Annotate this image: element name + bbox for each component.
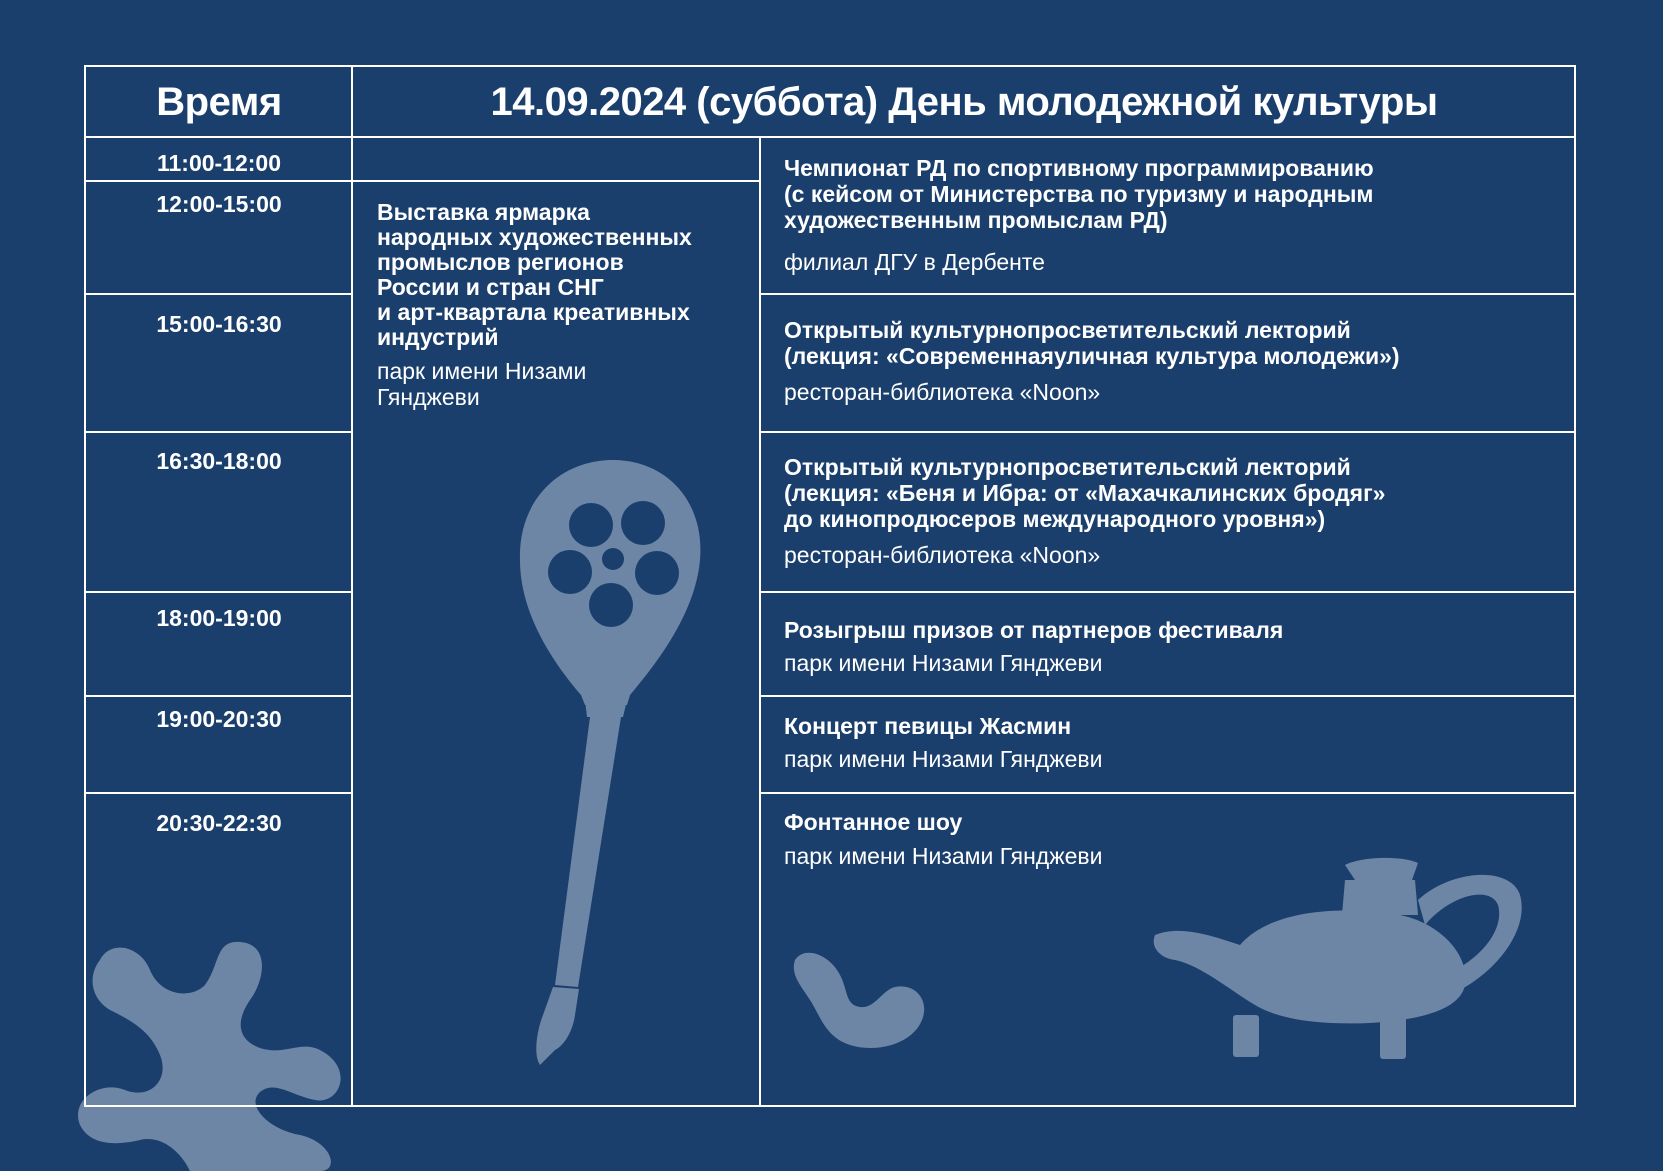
exhibition-title: Выставка ярмарка народных художественных промыслов регионов России и стран СНГ и арт-квартала креативных индустрий: [377, 199, 692, 350]
exhibition-place: парк имени Низами Гянджеви: [377, 358, 587, 410]
time-slot: 15:00-16:30: [156, 311, 282, 337]
event-title: Концерт певицы Жасмин: [784, 713, 1072, 739]
event-title: Фонтанное шоу: [784, 809, 963, 835]
event-place: парк имени Низами Гянджеви: [784, 746, 1103, 772]
event-title: Чемпионат РД по спортивному программированию (с кейсом от Министерства по туризму и народным художественным промыслам РД): [784, 155, 1374, 233]
day-title: 14.09.2024 (суббота) День молодежной культуры: [490, 80, 1438, 124]
time-slot: 16:30-18:00: [156, 448, 282, 474]
time-slot: 12:00-15:00: [156, 191, 282, 217]
event-title: Розыгрыш призов от партнеров фестиваля: [784, 617, 1284, 643]
time-slot: 19:00-20:30: [156, 706, 282, 732]
event-place: филиал ДГУ в Дербенте: [784, 249, 1045, 275]
time-slot: 18:00-19:00: [156, 605, 282, 631]
event-place: ресторан-библиотека «Noon»: [784, 379, 1101, 405]
event-place: парк имени Низами Гянджеви: [784, 650, 1103, 676]
event-title: Открытый культурнопросветительский лекторий (лекция: «Современнаяуличная культура молодежи»): [784, 317, 1400, 369]
time-slot: 11:00-12:00: [156, 150, 282, 176]
event-place: ресторан-библиотека «Noon»: [784, 542, 1101, 568]
time-column-header: Время: [156, 80, 282, 124]
event-place: парк имени Низами Гянджеви: [784, 843, 1103, 869]
event-title: Открытый культурнопросветительский лекторий (лекция: «Беня и Ибра: от «Махачкалинских бродяг» до кинопродюсеров международного уровня»): [784, 454, 1386, 532]
time-slot: 20:30-22:30: [156, 810, 282, 836]
